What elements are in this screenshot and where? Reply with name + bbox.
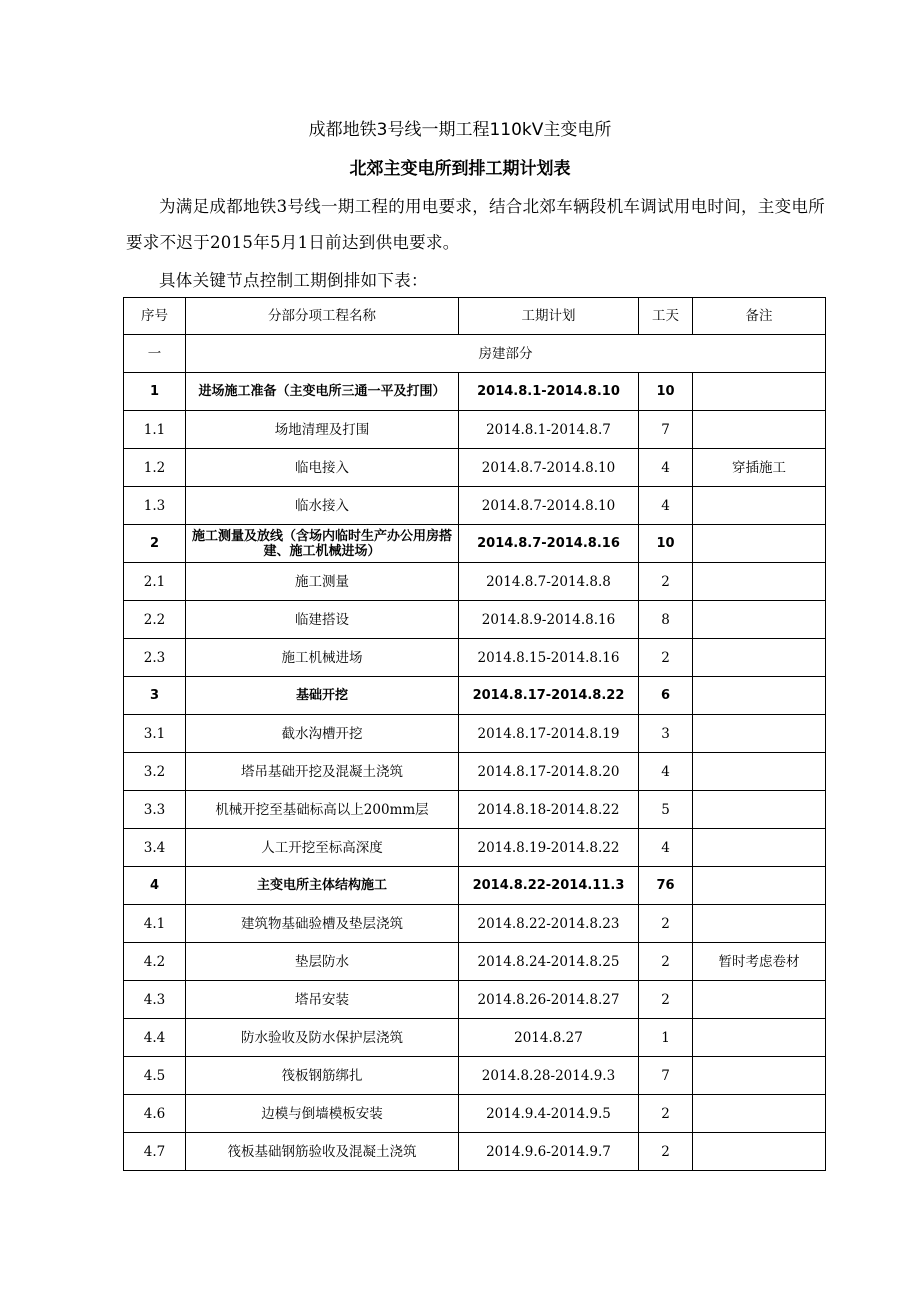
cell-period: 2014.8.1-2014.8.10 — [459, 373, 639, 411]
cell-period: 2014.8.7-2014.8.16 — [459, 525, 639, 563]
cell-seq: 2.1 — [124, 563, 186, 601]
table-row — [124, 639, 826, 677]
cell-seq: 4.5 — [124, 1057, 186, 1095]
cell-name: 机械开挖至基础标高以上200mm层 — [186, 791, 459, 829]
cell-name: 施工机械进场 — [186, 639, 459, 677]
cell-period: 2014.8.7-2014.8.10 — [459, 449, 639, 487]
cell-seq: 2.3 — [124, 639, 186, 677]
cell-seq: 2.2 — [124, 601, 186, 639]
cell-name: 截水沟槽开挖 — [186, 715, 459, 753]
cell-days: 1 — [639, 1019, 693, 1057]
cell-days: 2 — [639, 905, 693, 943]
cell-note — [693, 791, 826, 829]
table-row — [124, 525, 826, 563]
cell-name: 防水验收及防水保护层浇筑 — [186, 1019, 459, 1057]
cell-note — [693, 563, 826, 601]
cell-period: 2014.8.27 — [459, 1019, 639, 1057]
cell-seq: 3.2 — [124, 753, 186, 791]
cell-period: 2014.8.7-2014.8.10 — [459, 487, 639, 525]
cell-seq: 4.7 — [124, 1133, 186, 1171]
cell-name: 建筑物基础验槽及垫层浇筑 — [186, 905, 459, 943]
cell-note: 暂时考虑卷材 — [693, 943, 826, 981]
header-period: 工期计划 — [459, 298, 639, 335]
cell-days: 4 — [639, 487, 693, 525]
table-row — [124, 1019, 826, 1057]
cell-period: 2014.9.6-2014.9.7 — [459, 1133, 639, 1171]
cell-note: 穿插施工 — [693, 449, 826, 487]
cell-days: 3 — [639, 715, 693, 753]
table-row — [124, 905, 826, 943]
cell-name: 临电接入 — [186, 449, 459, 487]
cell-days: 7 — [639, 1057, 693, 1095]
table-row — [124, 791, 826, 829]
cell-days: 4 — [639, 829, 693, 867]
cell-note — [693, 1095, 826, 1133]
document-title-line2: 北郊主变电所到排工期计划表 — [349, 159, 571, 179]
cell-note — [693, 905, 826, 943]
cell-period: 2014.8.1-2014.8.7 — [459, 411, 639, 449]
cell-days: 6 — [639, 677, 693, 715]
cell-note — [693, 981, 826, 1019]
cell-days: 5 — [639, 791, 693, 829]
cell-days: 4 — [639, 449, 693, 487]
header-note: 备注 — [693, 298, 826, 335]
cell-period: 2014.9.4-2014.9.5 — [459, 1095, 639, 1133]
cell-period: 2014.8.22-2014.8.23 — [459, 905, 639, 943]
cell-seq: 3.4 — [124, 829, 186, 867]
section-name: 房建部分 — [186, 335, 826, 373]
cell-seq: 4.1 — [124, 905, 186, 943]
schedule-table-body — [124, 298, 826, 1171]
cell-name: 施工测量及放线（含场内临时生产办公用房搭建、施工机械进场） — [186, 525, 459, 563]
cell-days: 2 — [639, 563, 693, 601]
document-title-line1: 成都地铁3号线一期工程110kV主变电所 — [308, 120, 612, 140]
cell-note — [693, 867, 826, 905]
table-row — [124, 1057, 826, 1095]
cell-period: 2014.8.19-2014.8.22 — [459, 829, 639, 867]
cell-note — [693, 639, 826, 677]
cell-name: 筏板基础钢筋验收及混凝土浇筑 — [186, 1133, 459, 1171]
cell-name: 临建搭设 — [186, 601, 459, 639]
header-days: 工天 — [639, 298, 693, 335]
cell-name: 塔吊安装 — [186, 981, 459, 1019]
cell-days: 2 — [639, 1095, 693, 1133]
cell-note — [693, 1019, 826, 1057]
cell-days: 8 — [639, 601, 693, 639]
cell-period: 2014.8.17-2014.8.22 — [459, 677, 639, 715]
cell-note — [693, 411, 826, 449]
cell-seq: 4 — [124, 867, 186, 905]
table-row — [124, 411, 826, 449]
cell-days: 7 — [639, 411, 693, 449]
cell-name: 进场施工准备（主变电所三通一平及打围） — [186, 373, 459, 411]
cell-period: 2014.8.26-2014.8.27 — [459, 981, 639, 1019]
table-row — [124, 981, 826, 1019]
cell-period: 2014.8.24-2014.8.25 — [459, 943, 639, 981]
cell-note — [693, 677, 826, 715]
table-row — [124, 943, 826, 981]
table-row — [124, 715, 826, 753]
cell-name: 临水接入 — [186, 487, 459, 525]
table-header-row — [124, 298, 826, 335]
cell-seq: 2 — [124, 525, 186, 563]
cell-period: 2014.8.15-2014.8.16 — [459, 639, 639, 677]
cell-period: 2014.8.17-2014.8.19 — [459, 715, 639, 753]
schedule-table — [123, 297, 826, 1171]
cell-seq: 1 — [124, 373, 186, 411]
header-name: 分部分项工程名称 — [186, 298, 459, 335]
table-row — [124, 829, 826, 867]
table-row — [124, 601, 826, 639]
cell-name: 人工开挖至标高深度 — [186, 829, 459, 867]
cell-note — [693, 1133, 826, 1171]
table-row — [124, 563, 826, 601]
table-row — [124, 449, 826, 487]
cell-seq: 4.2 — [124, 943, 186, 981]
table-row — [124, 867, 826, 905]
cell-days: 2 — [639, 981, 693, 1019]
cell-days: 2 — [639, 943, 693, 981]
cell-name: 垫层防水 — [186, 943, 459, 981]
cell-days: 2 — [639, 639, 693, 677]
lead-paragraph: 具体关键节点控制工期倒排如下表： — [159, 271, 428, 290]
cell-seq: 1.2 — [124, 449, 186, 487]
header-seq: 序号 — [124, 298, 186, 335]
intro-paragraph: 为满足成都地铁3号线一期工程的用电要求，结合北郊车辆段机车调试用电时间，主变电所要求不迟于2015年5月1日前达到供电要求。 — [126, 197, 825, 252]
cell-name: 施工测量 — [186, 563, 459, 601]
table-row — [124, 753, 826, 791]
cell-seq: 1.1 — [124, 411, 186, 449]
cell-note — [693, 373, 826, 411]
table-row — [124, 1133, 826, 1171]
cell-days: 10 — [639, 373, 693, 411]
cell-name: 边模与倒墙模板安装 — [186, 1095, 459, 1133]
cell-period: 2014.8.28-2014.9.3 — [459, 1057, 639, 1095]
cell-seq: 4.6 — [124, 1095, 186, 1133]
section-row — [124, 335, 826, 373]
cell-note — [693, 715, 826, 753]
table-row — [124, 1095, 826, 1133]
cell-note — [693, 753, 826, 791]
cell-name: 塔吊基础开挖及混凝土浇筑 — [186, 753, 459, 791]
cell-name: 基础开挖 — [186, 677, 459, 715]
cell-period: 2014.8.17-2014.8.20 — [459, 753, 639, 791]
cell-note — [693, 1057, 826, 1095]
cell-note — [693, 601, 826, 639]
cell-seq: 3.3 — [124, 791, 186, 829]
cell-period: 2014.8.18-2014.8.22 — [459, 791, 639, 829]
cell-days: 2 — [639, 1133, 693, 1171]
cell-seq: 3.1 — [124, 715, 186, 753]
cell-period: 2014.8.22-2014.11.3 — [459, 867, 639, 905]
cell-seq: 1.3 — [124, 487, 186, 525]
cell-days: 10 — [639, 525, 693, 563]
cell-period: 2014.8.7-2014.8.8 — [459, 563, 639, 601]
cell-days: 76 — [639, 867, 693, 905]
table-row — [124, 373, 826, 411]
cell-seq: 3 — [124, 677, 186, 715]
cell-name: 主变电所主体结构施工 — [186, 867, 459, 905]
cell-seq: 4.3 — [124, 981, 186, 1019]
cell-period: 2014.8.9-2014.8.16 — [459, 601, 639, 639]
table-row — [124, 487, 826, 525]
cell-name: 场地清理及打围 — [186, 411, 459, 449]
cell-seq: 4.4 — [124, 1019, 186, 1057]
cell-note — [693, 829, 826, 867]
cell-note — [693, 487, 826, 525]
cell-note — [693, 525, 826, 563]
section-seq: 一 — [124, 335, 186, 373]
cell-days: 4 — [639, 753, 693, 791]
table-row — [124, 677, 826, 715]
cell-name: 筏板钢筋绑扎 — [186, 1057, 459, 1095]
